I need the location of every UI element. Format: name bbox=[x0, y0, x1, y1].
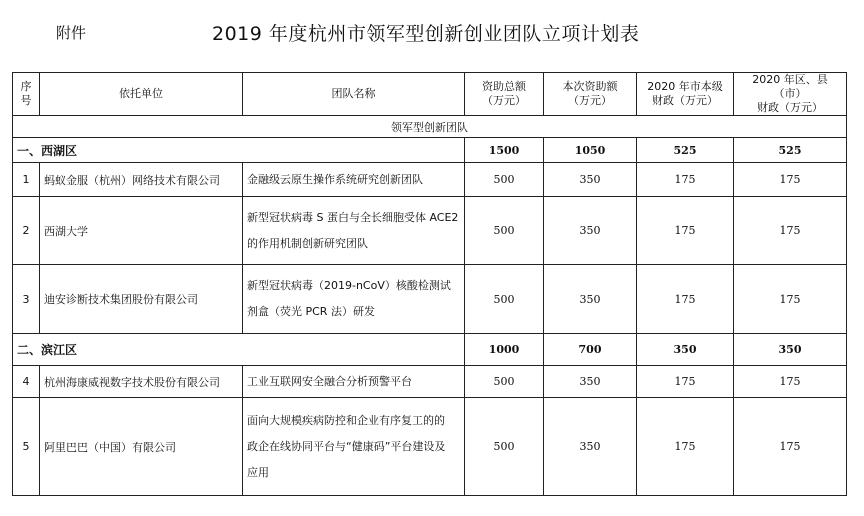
col-total: 资助总额 （万元） bbox=[465, 73, 544, 116]
section-district: 350 bbox=[734, 334, 847, 366]
row-unit: 西湖大学 bbox=[40, 197, 243, 265]
row-city: 175 bbox=[637, 163, 734, 197]
section-name: 二、滨江区 bbox=[13, 334, 465, 366]
row-seq: 5 bbox=[13, 398, 40, 496]
section-total: 1000 bbox=[465, 334, 544, 366]
table-row bbox=[13, 163, 847, 197]
row-unit: 杭州海康威视数字技术股份有限公司 bbox=[40, 366, 243, 398]
row-city: 175 bbox=[637, 366, 734, 398]
col-city: 2020 年市本级 财政（万元） bbox=[637, 73, 734, 116]
table-row bbox=[13, 197, 847, 265]
section-current: 700 bbox=[544, 334, 637, 366]
row-seq: 4 bbox=[13, 366, 40, 398]
col-current: 本次资助额 （万元） bbox=[544, 73, 637, 116]
row-total: 500 bbox=[465, 366, 544, 398]
row-seq: 3 bbox=[13, 265, 40, 334]
col-unit: 依托单位 bbox=[40, 73, 243, 116]
project-table bbox=[12, 72, 847, 496]
row-district: 175 bbox=[734, 398, 847, 496]
header-row bbox=[13, 73, 847, 116]
row-district: 175 bbox=[734, 265, 847, 334]
category-label: 领军型创新团队 bbox=[13, 116, 847, 138]
section-total: 1500 bbox=[465, 138, 544, 163]
row-team: 工业互联网安全融合分析预警平台 bbox=[243, 366, 465, 398]
row-team: 金融级云原生操作系统研究创新团队 bbox=[243, 163, 465, 197]
attachment-label: 附件 bbox=[56, 24, 87, 42]
section-district: 525 bbox=[734, 138, 847, 163]
row-city: 175 bbox=[637, 197, 734, 265]
row-city: 175 bbox=[637, 265, 734, 334]
row-team: 面向大规模疾病防控和企业有序复工的的 政企在线协同平台与“健康码”平台建设及 应用 bbox=[243, 398, 465, 496]
row-city: 175 bbox=[637, 398, 734, 496]
page-title: 2019 年度杭州市领军型创新创业团队立项计划表 bbox=[212, 23, 640, 45]
col-seq: 序 号 bbox=[13, 73, 40, 116]
row-district: 175 bbox=[734, 163, 847, 197]
row-current: 350 bbox=[544, 163, 637, 197]
row-seq: 2 bbox=[13, 197, 40, 265]
row-district: 175 bbox=[734, 197, 847, 265]
row-team: 新型冠状病毒（2019-nCoV）核酸检测试 剂盒（荧光 PCR 法）研发 bbox=[243, 265, 465, 334]
section-current: 1050 bbox=[544, 138, 637, 163]
section-row bbox=[13, 138, 847, 163]
row-total: 500 bbox=[465, 398, 544, 496]
row-unit: 阿里巴巴（中国）有限公司 bbox=[40, 398, 243, 496]
row-district: 175 bbox=[734, 366, 847, 398]
col-district: 2020 年区、县（市） 财政（万元） bbox=[734, 73, 847, 116]
row-team: 新型冠状病毒 S 蛋白与全长细胞受体 ACE2 的作用机制创新研究团队 bbox=[243, 197, 465, 265]
col-team: 团队名称 bbox=[243, 73, 465, 116]
row-current: 350 bbox=[544, 366, 637, 398]
row-seq: 1 bbox=[13, 163, 40, 197]
row-current: 350 bbox=[544, 197, 637, 265]
table-row bbox=[13, 398, 847, 496]
row-current: 350 bbox=[544, 265, 637, 334]
section-name: 一、西湖区 bbox=[13, 138, 465, 163]
row-total: 500 bbox=[465, 265, 544, 334]
row-current: 350 bbox=[544, 398, 637, 496]
section-city: 350 bbox=[637, 334, 734, 366]
table-row bbox=[13, 265, 847, 334]
row-total: 500 bbox=[465, 197, 544, 265]
row-unit: 迪安诊断技术集团股份有限公司 bbox=[40, 265, 243, 334]
section-city: 525 bbox=[637, 138, 734, 163]
row-total: 500 bbox=[465, 163, 544, 197]
section-row bbox=[13, 334, 847, 366]
row-unit: 蚂蚁金服（杭州）网络技术有限公司 bbox=[40, 163, 243, 197]
category-row bbox=[13, 116, 847, 138]
table-row bbox=[13, 366, 847, 398]
